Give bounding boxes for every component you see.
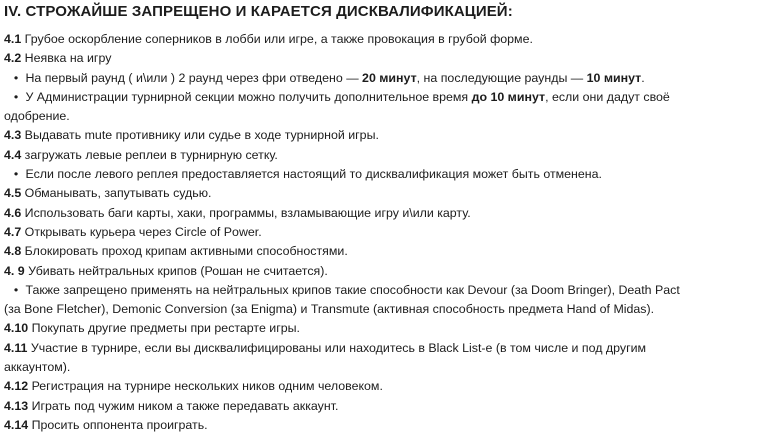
- rule-4-1: [4, 30, 760, 49]
- rules-list: [4, 30, 760, 435]
- rule-4-7: [4, 223, 760, 242]
- rule-number: 4.1: [4, 32, 22, 46]
- rule-text: загружать левые реплеи в турнирную сетку.: [21, 147, 278, 162]
- rule-text: Выдавать mute противнику или судье в ходе турнирной игры.: [21, 128, 379, 143]
- time-limit-next: 10 минут: [586, 70, 642, 85]
- bullet-text: , на последующие раунды —: [416, 70, 587, 85]
- bullet-text: Также запрещено применять на нейтральных крипов такие способности как Devour (за Doom Bringer), Death Pact: [22, 282, 680, 297]
- rule-4-3: [4, 126, 760, 145]
- rule-number: 4. 9: [4, 263, 25, 278]
- rule-text: Покупать другие предметы при рестарте игры.: [28, 321, 300, 336]
- rule-number: 4.2: [4, 51, 22, 66]
- rule-4-11: [4, 339, 760, 358]
- rule-text: Просить оппонента проиграть.: [28, 417, 208, 432]
- bullet-icon: •: [13, 282, 19, 297]
- rule-text: Открывать курьера через Circle of Power.: [21, 224, 262, 239]
- rule-number: 4.12: [4, 379, 29, 394]
- bullet-text: У Администрации турнирной секции можно получить дополнительное время: [22, 89, 472, 104]
- rule-4-2-bullet-1: [4, 69, 760, 88]
- rule-4-9-bullet-1-continuation: (за Bone Fletcher), Demonic Conversion (за Enigma) и Transmute (активная способность предмета Hand of Midas).: [4, 302, 655, 317]
- section-heading: IV. СТРОЖАЙШЕ ЗАПРЕЩЕНО И КАРАЕТСЯ ДИСКВАЛИФИКАЦИЕЙ:: [4, 3, 513, 20]
- rule-text: Неявка на игру: [21, 51, 112, 66]
- rule-text: Блокировать проход крипам активными способностями.: [21, 244, 348, 259]
- rule-text: Играть под чужим ником а также передавать аккаунт.: [28, 398, 339, 413]
- rule-number: 4.14: [4, 417, 29, 432]
- rule-text: Использовать баги карты, хаки, программы, взламывающие игру и\или карту.: [21, 205, 471, 220]
- rule-4-4: [4, 146, 760, 165]
- bullet-text: .: [641, 70, 645, 85]
- rule-4-8: [4, 242, 760, 261]
- rule-text: Обманывать, запутывать судью.: [21, 186, 212, 201]
- rule-4-9: [4, 262, 760, 281]
- rule-4-5: [4, 184, 760, 203]
- bullet-icon: •: [13, 89, 19, 104]
- rule-text: Участие в турнире, если вы дисквалифицированы или находитесь в Black List-e (в том числе и под другим: [27, 340, 647, 355]
- bullet-text: На первый раунд ( и\или ) 2 раунд через фри отведено —: [22, 70, 363, 85]
- rule-number: 4.10: [4, 321, 29, 336]
- rule-number: 4.11: [4, 340, 28, 355]
- rule-number: 4.4: [4, 147, 22, 162]
- rule-4-2-bullet-2-continuation: одобрение.: [4, 109, 70, 124]
- extra-time-limit: до 10 минут: [471, 89, 546, 104]
- rule-4-2: [4, 49, 760, 68]
- time-limit-first: 20 минут: [362, 70, 417, 85]
- bullet-text: , если они дадут своё: [545, 89, 670, 104]
- rule-4-9-bullet-1: [4, 281, 760, 300]
- rule-number: 4.3: [4, 128, 22, 143]
- bullet-icon: •: [13, 167, 19, 182]
- rule-text: Регистрация на турнире нескольких ников одним человеком.: [28, 379, 383, 394]
- rule-4-2-bullet-2: [4, 88, 760, 107]
- rule-number: 4.8: [4, 244, 22, 259]
- rule-4-12: [4, 377, 760, 396]
- rule-4-13: [4, 397, 760, 416]
- rule-text: Грубое оскорбление соперников в лобби или игре, а также провокация в грубой форме.: [21, 32, 533, 46]
- rule-4-6: [4, 204, 760, 223]
- rule-4-11-continuation: аккаунтом).: [4, 360, 71, 375]
- rule-number: 4.13: [4, 398, 29, 413]
- rule-number: 4.6: [4, 205, 22, 220]
- rule-4-4-bullet-1: [4, 165, 760, 184]
- bullet-icon: •: [13, 70, 19, 85]
- rule-number: 4.5: [4, 186, 22, 201]
- rule-number: 4.7: [4, 224, 22, 239]
- rule-text: Убивать нейтральных крипов (Рошан не считается).: [24, 263, 328, 278]
- bullet-text: Если после левого реплея предоставляется настоящий то дисквалификация может быть отменена.: [22, 167, 602, 182]
- rule-4-10: [4, 319, 760, 338]
- rule-4-14: [4, 416, 760, 435]
